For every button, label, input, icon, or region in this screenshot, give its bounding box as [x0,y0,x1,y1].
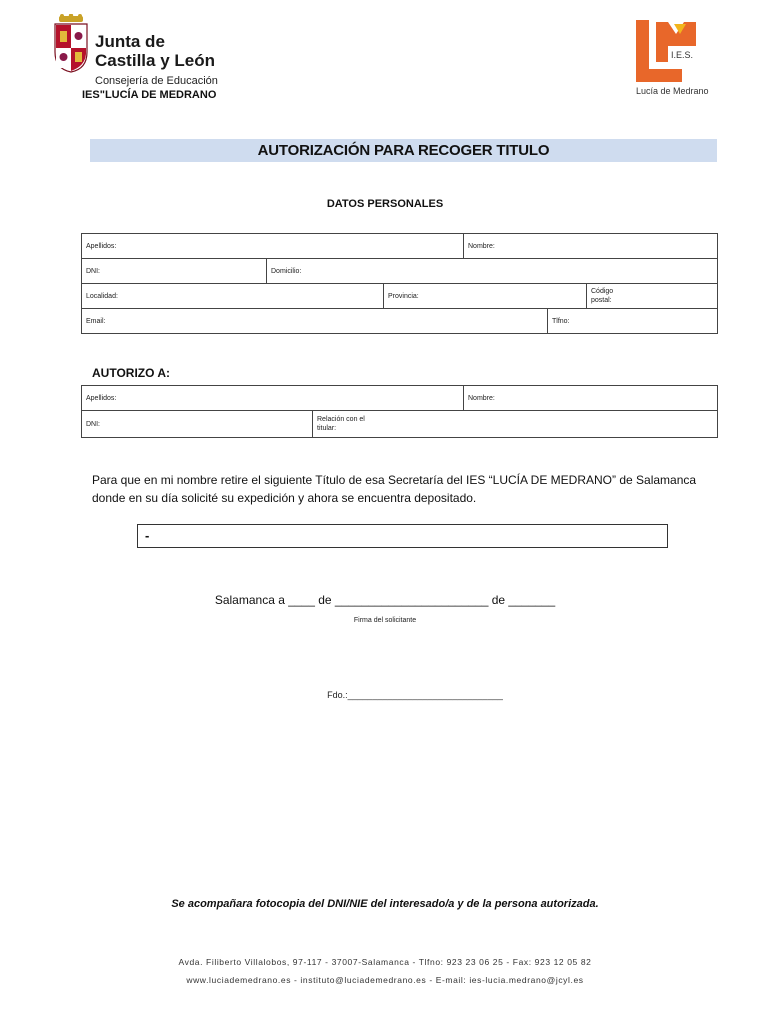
field-label: Nombre: [468,394,495,402]
ies-logo-caption: Lucía de Medrano [636,86,709,96]
authorization-paragraph: Para que en mi nombre retire el siguiente Título de esa Secretaría del IES “LUCÍA DE MEDRANO” de Salamanca donde en su día solicité su expedición y ahora se encuentra depositado. [92,473,697,505]
table-row [82,259,717,284]
table-row [82,284,717,309]
org-name [95,32,215,70]
footer-address: Avda. Filiberto Villalobos, 97-117 - 37007-Salamanca - Tlfno: 923 23 06 25 - Fax: 923 12 05 82 [178,957,592,967]
field-label: Localidad: [86,292,118,300]
field-label: Provincia: [388,292,419,300]
table-row [82,411,717,437]
autorizado-nombre-field[interactable] [464,386,717,410]
autorizado-apellidos-field[interactable] [82,386,464,410]
footer-contact: www.luciademedrano.es - instituto@luciademedrano.es - E-mail: ies-lucia.medrano@jcyl.es [186,975,584,985]
relacion-titular-field[interactable] [313,411,717,437]
field-label: Domicilio: [271,267,302,275]
date-line: Salamanca a ____ de _______________________ de _______ [214,593,556,607]
nombre-field[interactable] [464,234,717,258]
field-label: Tlfno: [552,317,570,325]
apellidos-field[interactable] [82,234,464,258]
field-label: Relación con el titular: [317,416,365,432]
field-label: Email: [86,317,106,325]
org-name-line2: Castilla y León [95,51,215,70]
field-label: Apellidos: [86,242,117,250]
fdo-line: Fdo.:_______________________________ [327,690,503,700]
consejeria-label: Consejería de Educación [95,75,218,87]
autorizo-heading: AUTORIZO A: [92,366,170,380]
field-label: Apellidos: [86,394,117,402]
table-row [82,234,717,259]
jcyl-crest-icon [52,14,90,74]
attachment-note: Se acompañara fotocopia del DNI/NIE del interesado/a y de la persona autorizada. [171,898,599,910]
field-label: Nombre: [468,242,495,250]
domicilio-field[interactable] [267,259,717,283]
ies-name: IES"LUCÍA DE MEDRANO [82,89,217,101]
firma-label: Firma del solicitante [353,617,417,624]
autorizo-table [81,385,718,438]
table-row [82,309,717,333]
ies-logo-icon [634,18,716,84]
email-field[interactable] [82,309,548,333]
ies-logo-text: I.E.S. [670,50,694,60]
datos-personales-heading: DATOS PERSONALES [326,198,444,210]
codigo-postal-field[interactable] [587,284,717,308]
datos-personales-table [81,233,718,334]
autorizado-dni-field[interactable] [82,411,313,437]
localidad-field[interactable] [82,284,384,308]
document-title: AUTORIZACIÓN PARA RECOGER TITULO [90,139,717,162]
titulo-field[interactable]: - [137,524,668,548]
org-name-line1: Junta de [95,32,165,51]
field-label: Código postal: [591,288,614,304]
field-label: DNI: [86,420,100,428]
dni-field[interactable] [82,259,267,283]
field-label: DNI: [86,267,100,275]
telefono-field[interactable] [548,309,717,333]
table-row [82,386,717,411]
provincia-field[interactable] [384,284,587,308]
